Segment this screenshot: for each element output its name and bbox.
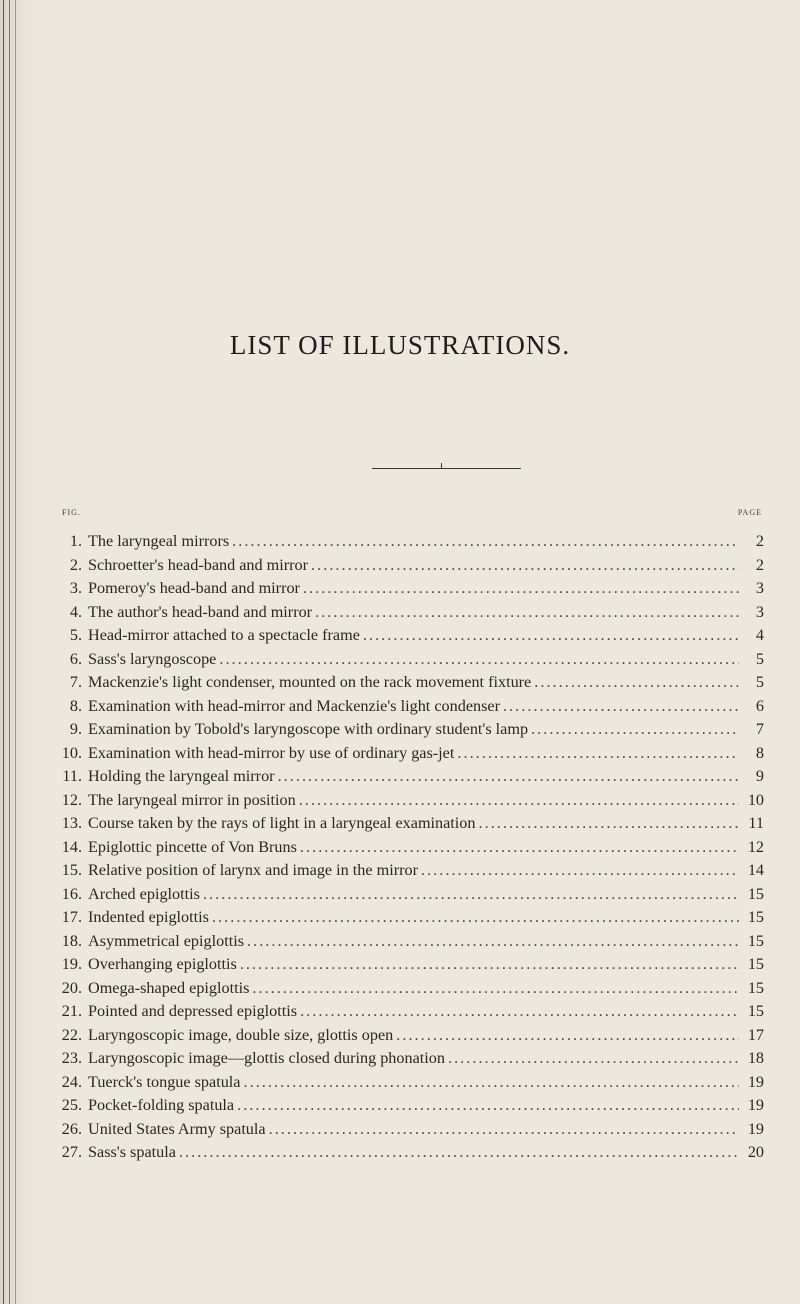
leader-dots bbox=[203, 883, 739, 907]
figure-title: Pocket-folding spatula bbox=[88, 1096, 235, 1114]
leader-dots bbox=[534, 671, 739, 695]
figure-number: 6. bbox=[69, 649, 82, 668]
list-item bbox=[56, 1000, 764, 1024]
leader-dots bbox=[247, 930, 739, 954]
figure-title: Course taken by the rays of light in a laryngeal examination bbox=[88, 814, 476, 832]
page-number: 9 bbox=[755, 767, 764, 785]
figure-number: 3. bbox=[69, 579, 82, 597]
page-number: 7 bbox=[755, 720, 764, 738]
figure-title: Examination by Tobold's laryngoscope with ordinary student's lamp bbox=[88, 720, 529, 738]
list-item bbox=[56, 977, 764, 1001]
figure-title: Overhanging epiglottis bbox=[88, 955, 237, 973]
page-number: 3 bbox=[755, 602, 764, 621]
leader-dots bbox=[179, 1141, 739, 1165]
list-item bbox=[56, 1118, 764, 1142]
fig-column-header: FIG. bbox=[62, 508, 81, 517]
figure-number: 20. bbox=[61, 978, 82, 997]
leader-dots bbox=[421, 859, 739, 883]
page-number: 19 bbox=[747, 1119, 764, 1138]
figure-title: Tuerck's tongue spatula bbox=[88, 1072, 241, 1091]
list-item bbox=[56, 1094, 764, 1118]
illustrations-list bbox=[56, 530, 764, 1165]
list-item bbox=[56, 930, 764, 954]
list-item bbox=[56, 742, 764, 766]
page-number: 8 bbox=[755, 743, 764, 762]
list-item bbox=[56, 789, 764, 813]
page-edge-line bbox=[3, 0, 4, 1304]
leader-dots bbox=[363, 624, 739, 648]
leader-dots bbox=[300, 1000, 739, 1024]
leader-dots bbox=[212, 906, 739, 930]
figure-number: 25. bbox=[61, 1096, 82, 1114]
page-number: 4 bbox=[755, 626, 764, 644]
leader-dots bbox=[531, 718, 739, 742]
leader-dots bbox=[240, 953, 739, 977]
list-item bbox=[56, 718, 764, 742]
page-number: 17 bbox=[747, 1025, 764, 1044]
page-number: 11 bbox=[748, 814, 764, 832]
figure-number: 18. bbox=[61, 931, 82, 950]
list-item bbox=[56, 812, 764, 836]
figure-title: The laryngeal mirrors bbox=[88, 532, 230, 550]
leader-dots bbox=[232, 530, 739, 554]
figure-title: Laryngoscopic image, double size, glottis open bbox=[88, 1025, 394, 1044]
title-divider-rule bbox=[372, 468, 521, 469]
list-item bbox=[56, 1024, 764, 1048]
list-item bbox=[56, 953, 764, 977]
figure-number: 26. bbox=[61, 1119, 82, 1138]
page-number: 5 bbox=[755, 673, 764, 691]
page-number: 15 bbox=[747, 955, 764, 973]
page-number: 19 bbox=[747, 1096, 764, 1114]
page-number: 5 bbox=[755, 649, 764, 668]
leader-dots bbox=[311, 554, 739, 578]
figure-title: Pomeroy's head-band and mirror bbox=[88, 579, 300, 597]
leader-dots bbox=[457, 742, 739, 766]
leader-dots bbox=[219, 648, 739, 672]
page-number: 15 bbox=[747, 931, 764, 950]
leader-dots bbox=[269, 1118, 739, 1142]
figure-number: 12. bbox=[61, 790, 82, 809]
list-item bbox=[56, 836, 764, 860]
title-divider-tick bbox=[441, 463, 442, 469]
figure-title: Schroetter's head-band and mirror bbox=[88, 555, 309, 574]
figure-title: Omega-shaped epiglottis bbox=[88, 978, 250, 997]
figure-number: 9. bbox=[69, 720, 82, 738]
list-item bbox=[56, 883, 764, 907]
figure-number: 7. bbox=[69, 673, 82, 691]
figure-number: 21. bbox=[61, 1002, 82, 1020]
figure-title: Arched epiglottis bbox=[88, 884, 200, 903]
figure-number: 16. bbox=[61, 884, 82, 903]
list-item bbox=[56, 648, 764, 672]
figure-number: 24. bbox=[61, 1072, 82, 1091]
figure-number: 2. bbox=[69, 555, 82, 574]
figure-title: Holding the laryngeal mirror bbox=[88, 767, 275, 785]
page-number: 2 bbox=[755, 555, 764, 574]
list-item bbox=[56, 1071, 764, 1095]
list-item bbox=[56, 906, 764, 930]
page-edge-line bbox=[9, 0, 10, 1304]
page-number: 3 bbox=[755, 579, 764, 597]
page-number: 15 bbox=[747, 1002, 764, 1020]
figure-number: 22. bbox=[61, 1025, 82, 1044]
leader-dots bbox=[237, 1094, 739, 1118]
figure-title: Epiglottic pincette of Von Bruns bbox=[88, 837, 297, 856]
figure-title: The author's head-band and mirror bbox=[88, 602, 313, 621]
leader-dots bbox=[244, 1071, 740, 1095]
page-number: 20 bbox=[747, 1143, 764, 1161]
figure-title: Indented epiglottis bbox=[88, 908, 209, 926]
list-item bbox=[56, 765, 764, 789]
leader-dots bbox=[299, 789, 739, 813]
figure-number: 4. bbox=[69, 602, 82, 621]
page-number: 2 bbox=[755, 532, 764, 550]
leader-dots bbox=[479, 812, 740, 836]
figure-title: Sass's laryngoscope bbox=[88, 649, 217, 668]
page-number: 15 bbox=[747, 978, 764, 997]
figure-number: 14. bbox=[61, 837, 82, 856]
page-number: 6 bbox=[755, 696, 764, 715]
list-item bbox=[56, 554, 764, 578]
figure-title: Laryngoscopic image—glottis closed during phonation bbox=[88, 1049, 445, 1067]
figure-title: Asymmetrical epiglottis bbox=[88, 931, 245, 950]
list-item bbox=[56, 577, 764, 601]
page-number: 18 bbox=[747, 1049, 764, 1067]
figure-title: Pointed and depressed epiglottis bbox=[88, 1002, 298, 1020]
page-number: 15 bbox=[747, 908, 764, 926]
page-column-header: PAGE bbox=[737, 508, 762, 517]
page-number: 10 bbox=[747, 790, 764, 809]
figure-number: 10. bbox=[61, 743, 82, 762]
page-edge-line bbox=[15, 0, 16, 1304]
page-number: 12 bbox=[747, 837, 764, 856]
page-number: 15 bbox=[747, 884, 764, 903]
leader-dots bbox=[278, 765, 739, 789]
figure-number: 17. bbox=[61, 908, 82, 926]
list-item bbox=[56, 1047, 764, 1071]
list-item bbox=[56, 859, 764, 883]
list-item bbox=[56, 530, 764, 554]
figure-number: 27. bbox=[61, 1143, 82, 1161]
leader-dots bbox=[396, 1024, 739, 1048]
figure-title: The laryngeal mirror in position bbox=[88, 790, 296, 809]
figure-number: 23. bbox=[61, 1049, 82, 1067]
figure-title: Mackenzie's light condenser, mounted on the rack movement fixture bbox=[88, 673, 532, 691]
list-item bbox=[56, 1141, 764, 1165]
figure-title: Sass's spatula bbox=[88, 1143, 176, 1161]
list-item bbox=[56, 671, 764, 695]
figure-title: Head-mirror attached to a spectacle frame bbox=[88, 626, 360, 644]
page-number: 19 bbox=[747, 1072, 764, 1091]
page-number: 14 bbox=[747, 861, 764, 879]
figure-number: 8. bbox=[69, 696, 82, 715]
figure-number: 11. bbox=[62, 767, 82, 785]
figure-title: Examination with head-mirror and Mackenzie's light condenser bbox=[88, 696, 500, 715]
list-item bbox=[56, 624, 764, 648]
figure-title: United States Army spatula bbox=[88, 1119, 266, 1138]
figure-number: 15. bbox=[61, 861, 82, 879]
list-item bbox=[56, 695, 764, 719]
leader-dots bbox=[252, 977, 739, 1001]
page-title: LIST OF ILLUSTRATIONS. bbox=[229, 330, 571, 360]
figure-number: 5. bbox=[69, 626, 82, 644]
leader-dots bbox=[303, 577, 739, 601]
list-item bbox=[56, 601, 764, 625]
leader-dots bbox=[503, 695, 739, 719]
leader-dots bbox=[315, 601, 739, 625]
page-edge-shadow bbox=[0, 0, 34, 1304]
figure-number: 19. bbox=[61, 955, 82, 973]
figure-title: Relative position of larynx and image in the mirror bbox=[88, 861, 418, 879]
leader-dots bbox=[448, 1047, 739, 1071]
leader-dots bbox=[300, 836, 739, 860]
figure-number: 13. bbox=[61, 814, 82, 832]
figure-number: 1. bbox=[69, 532, 82, 550]
figure-title: Examination with head-mirror by use of ordinary gas-jet bbox=[88, 743, 455, 762]
